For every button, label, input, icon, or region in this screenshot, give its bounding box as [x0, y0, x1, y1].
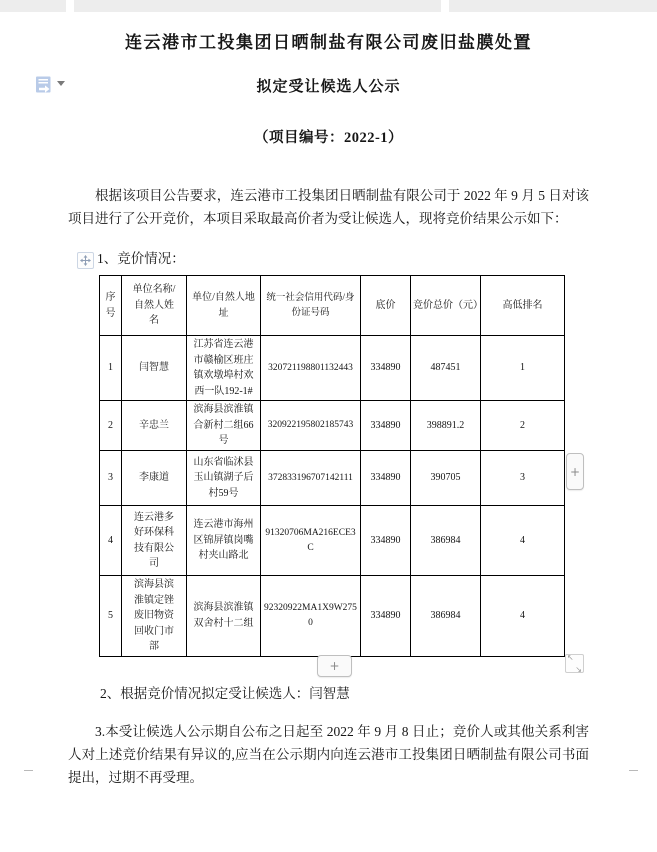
cell-total-bid: 390705 [411, 451, 481, 506]
text-boundary-mark [66, 0, 74, 12]
move-cross-icon [80, 255, 91, 266]
bottom-margin-mark [629, 770, 638, 771]
cell-name: 闫智慧 [122, 336, 187, 401]
cell-rank: 4 [481, 506, 565, 576]
cell-rank: 4 [481, 576, 565, 657]
table-header-row [100, 276, 565, 336]
cell-total-bid: 386984 [411, 506, 481, 576]
col-header-seq: 序号 [100, 276, 122, 336]
cell-base-price: 334890 [361, 576, 411, 657]
col-header-rank: 高低排名 [481, 276, 565, 336]
bottom-margin-mark [24, 770, 33, 771]
cell-address: 山东省临沭县玉山镇湖子后村59号 [187, 451, 261, 506]
table-row [100, 451, 565, 506]
table-row [100, 401, 565, 451]
cell-rank: 3 [481, 451, 565, 506]
cell-address: 滨海县滨淮镇合新村二组66号 [187, 401, 261, 451]
col-header-name: 单位名称/自然人姓名 [122, 276, 187, 336]
intro-paragraph: 根据该项目公告要求，连云港市工投集团日晒制盐有限公司于 2022 年 9 月 5 日对该项目进行了公开竞价，本项目采取最高价者为受让候选人，现将竞价结果公示如下： [68, 187, 589, 226]
cell-base-price: 334890 [361, 336, 411, 401]
cell-base-price: 334890 [361, 401, 411, 451]
doc-title-line2: 拟定受让候选人公示 [256, 79, 401, 95]
cell-base-price: 334890 [361, 451, 411, 506]
cell-rank: 2 [481, 401, 565, 451]
add-row-button[interactable]: + [317, 655, 352, 677]
top-margin-strip [0, 0, 657, 12]
col-header-address: 单位/自然人地址 [187, 276, 261, 336]
cell-name: 辛忠兰 [122, 401, 187, 451]
add-column-button[interactable]: + [566, 453, 584, 490]
section2-text: 2、根据竞价情况拟定受让候选人：闫智慧 [100, 686, 350, 701]
cell-total-bid: 487451 [411, 336, 481, 401]
cell-credit-code: 320721198801132443 [261, 336, 361, 401]
cell-seq: 4 [100, 506, 122, 576]
cell-name: 连云港多好环保科技有限公司 [122, 506, 187, 576]
cell-base-price: 334890 [361, 506, 411, 576]
cell-name: 李康道 [122, 451, 187, 506]
cell-address: 连云港市海州区锦屏镇岗嘴村夹山路北 [187, 506, 261, 576]
cell-seq: 2 [100, 401, 122, 451]
section3-paragraph: 3.本受让候选人公示期自公布之日起至 2022 年 9 月 8 日止；竞价人或其他关系利害人对上述竞价结果有异议的,应当在公示期内向连云港市工投集团日晒制盐有限公司书面提出，过期不再受理。 [68, 723, 589, 785]
cell-seq: 5 [100, 576, 122, 657]
col-header-total-bid: 竞价总价（元） [411, 276, 481, 336]
cell-credit-code: 92320922MA1X9W2750 [261, 576, 361, 657]
resize-se-arrow-icon: ↘ [575, 665, 582, 674]
section1-heading: 1、竞价情况： [97, 251, 185, 266]
col-header-credit-code: 统一社会信用代码/身份证号码 [261, 276, 361, 336]
cell-address: 滨海县滨淮镇双舍村十二组 [187, 576, 261, 657]
col-header-base-price: 底价 [361, 276, 411, 336]
cell-credit-code: 320922195802185743 [261, 401, 361, 451]
table-row [100, 576, 565, 657]
bid-results-table [99, 275, 565, 657]
cell-address: 江苏省连云港市赣榆区班庄镇欢墩埠村欢西一队192-1# [187, 336, 261, 401]
table-row [100, 336, 565, 401]
doc-title-line1: 连云港市工投集团日晒制盐有限公司废旧盐膜处置 [125, 33, 532, 52]
project-number-line: （项目编号：2022-1） [253, 130, 404, 146]
table-move-handle[interactable] [77, 252, 94, 269]
table-resize-handle[interactable] [565, 654, 584, 673]
cell-name: 滨海县滨淮镇定锉废旧物资回收门市部 [122, 576, 187, 657]
cell-total-bid: 398891.2 [411, 401, 481, 451]
cell-total-bid: 386984 [411, 576, 481, 657]
cell-credit-code: 91320706MA216ECE3C [261, 506, 361, 576]
cell-seq: 1 [100, 336, 122, 401]
cell-credit-code: 372833196707142111 [261, 451, 361, 506]
resize-nw-arrow-icon: ↖ [567, 653, 574, 662]
cell-seq: 3 [100, 451, 122, 506]
table-row [100, 506, 565, 576]
text-boundary-mark [441, 0, 449, 12]
cell-rank: 1 [481, 336, 565, 401]
